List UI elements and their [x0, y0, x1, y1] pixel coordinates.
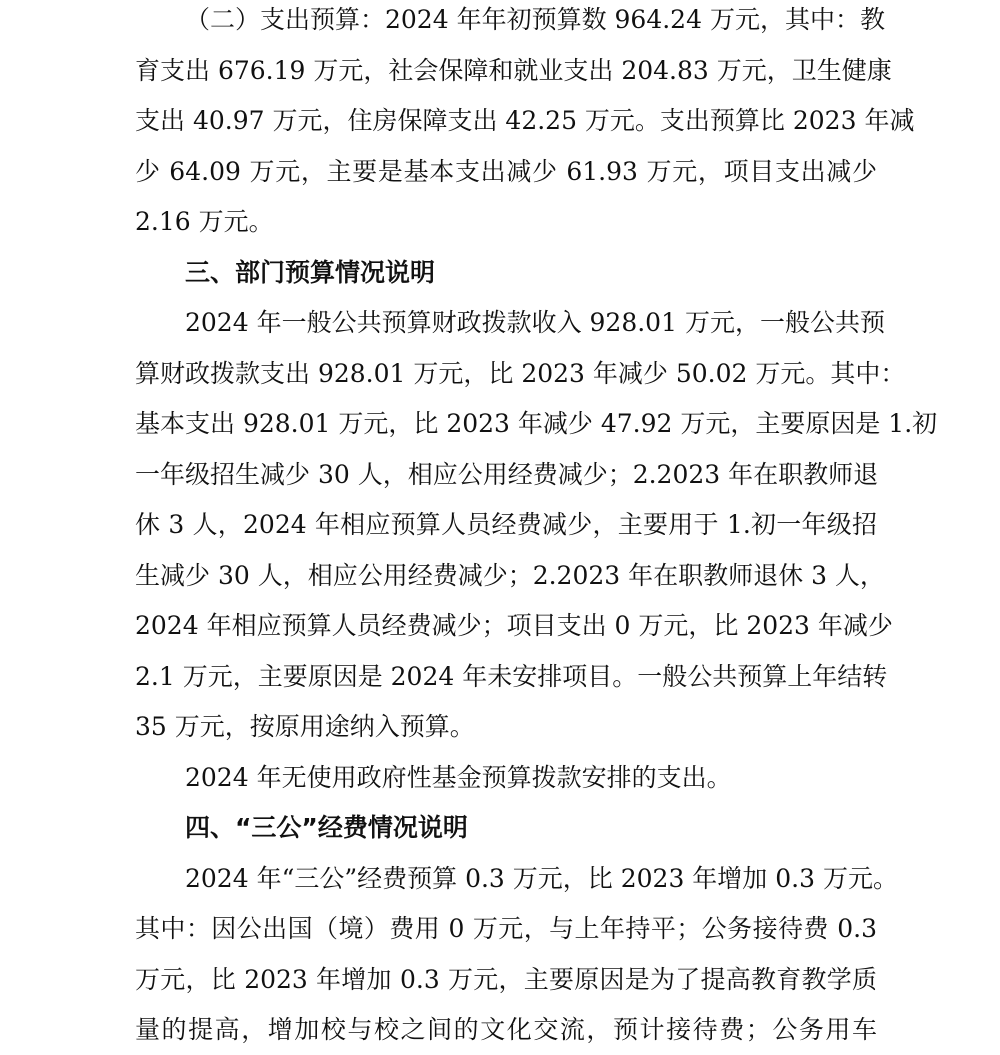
text-line: 基本支出 928.01 万元，比 2023 年减少 47.92 万元，主要原因是 1.初 [135, 409, 938, 438]
text-line: 支出 40.97 万元，住房保障支出 42.25 万元。支出预算比 2023 年减 [135, 106, 915, 135]
text-line: 其中：因公出国（境）费用 0 万元，与上年持平；公务接待费 0.3 [135, 914, 877, 943]
section-heading: 三、部门预算情况说明 [185, 257, 436, 287]
text-line: （二）支出预算：2024 年年初预算数 964.24 万元，其中：教 [185, 5, 885, 34]
text-line: 休 3 人，2024 年相应预算人员经费减少，主要用于 1.初一年级招 [135, 510, 877, 539]
text-line: 2024 年“三公”经费预算 0.3 万元，比 2023 年增加 0.3 万元。 [185, 863, 898, 893]
text-line: 2.1 万元，主要原因是 2024 年未安排项目。一般公共预算上年结转 [135, 661, 888, 691]
text-line: 生减少 30 人，相应公用经费减少；2.2023 年在职教师退休 3 人， [135, 560, 885, 590]
text-line: 育支出 676.19 万元，社会保障和就业支出 204.83 万元，卫生健康 [135, 55, 892, 85]
text-line: 少 64.09 万元，主要是基本支出减少 61.93 万元，项目支出减少 [135, 156, 877, 186]
text-line: 算财政拨款支出 928.01 万元，比 2023 年减少 50.02 万元。其中： [135, 358, 906, 388]
text-line: 2024 年相应预算人员经费减少；项目支出 0 万元，比 2023 年减少 [135, 611, 893, 640]
text-line: 万元，比 2023 年增加 0.3 万元，主要原因是为了提高教育教学质 [135, 964, 877, 994]
text-line: 2024 年一般公共预算财政拨款收入 928.01 万元，一般公共预 [185, 308, 885, 337]
section-heading: 四、“三公”经费情况说明 [185, 813, 468, 842]
text-line: 2024 年无使用政府性基金预算拨款安排的支出。 [185, 762, 732, 792]
text-line: 一年级招生减少 30 人，相应公用经费减少；2.2023 年在职教师退 [135, 459, 879, 489]
text-line: 量的提高，增加校与校之间的文化交流，预计接待费；公务用车 [135, 1015, 877, 1044]
text-line: 35 万元，按原用途纳入预算。 [135, 712, 475, 741]
text-line: 2.16 万元。 [135, 207, 274, 236]
